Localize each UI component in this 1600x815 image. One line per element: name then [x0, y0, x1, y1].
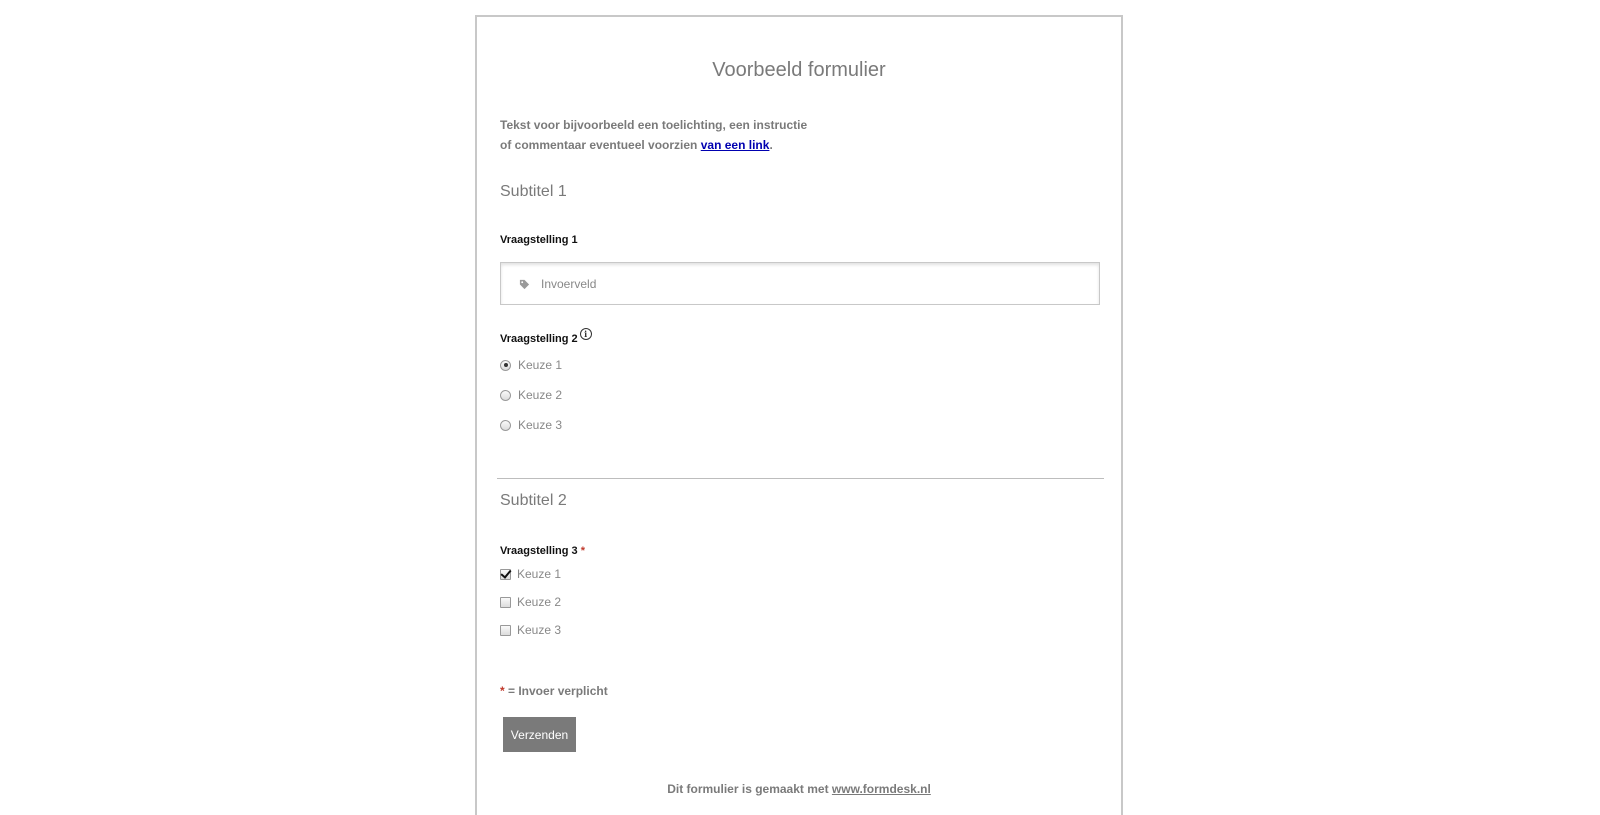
option-label: Keuze 1 [517, 567, 562, 581]
radio-button[interactable] [500, 420, 511, 431]
question-2-option-1[interactable] [500, 358, 562, 372]
subtitle-2: Subtitel 2 [500, 492, 567, 509]
required-legend [500, 684, 608, 698]
radio-button-checked[interactable] [500, 360, 511, 371]
subtitle-1: Subtitel 1 [500, 183, 567, 200]
intro-text [500, 115, 807, 155]
option-label: Keuze 1 [518, 358, 563, 372]
radio-button[interactable] [500, 390, 511, 401]
intro-link[interactable]: van een link [700, 138, 770, 152]
intro-line-2-suffix: . [769, 138, 773, 152]
info-icon[interactable]: i [580, 328, 592, 340]
option-label: Keuze 2 [517, 595, 562, 609]
option-label: Keuze 2 [518, 388, 563, 402]
required-legend-star: * [500, 684, 505, 698]
submit-button[interactable]: Verzenden [503, 717, 576, 752]
question-3-option-3[interactable] [500, 623, 561, 637]
required-legend-text: = Invoer verplicht [504, 684, 608, 698]
tag-icon [519, 279, 530, 290]
option-label: Keuze 3 [518, 418, 563, 432]
footer-text: Dit formulier is gemaakt met [667, 782, 832, 796]
question-3-option-2[interactable] [500, 595, 561, 609]
checkbox-checked[interactable] [500, 569, 511, 580]
question-3-label: Vraagstelling 3 [500, 545, 578, 557]
question-2-label-row [500, 329, 592, 345]
input-field-wrapper [500, 262, 1100, 305]
intro-line-1: Tekst voor bijvoorbeeld een toelichting, een instructie [500, 118, 808, 132]
form-title: Voorbeeld formulier [712, 59, 886, 81]
form-container [475, 15, 1123, 815]
checkbox[interactable] [500, 625, 511, 636]
question-3-option-1[interactable] [500, 567, 561, 581]
checkbox[interactable] [500, 597, 511, 608]
question-1-input[interactable] [541, 263, 1081, 304]
question-3-label-row [500, 545, 585, 557]
required-marker: * [580, 545, 585, 557]
question-2-option-3[interactable] [500, 418, 562, 432]
footer [477, 782, 1121, 796]
intro-line-2-prefix: of commentaar eventueel voorzien [500, 138, 701, 152]
footer-link[interactable]: www.formdesk.nl [831, 782, 931, 796]
question-2-option-2[interactable] [500, 388, 562, 402]
option-label: Keuze 3 [517, 623, 562, 637]
section-divider [497, 478, 1104, 479]
question-1-label: Vraagstelling 1 [500, 234, 578, 246]
question-2-label: Vraagstelling 2 [500, 333, 578, 345]
